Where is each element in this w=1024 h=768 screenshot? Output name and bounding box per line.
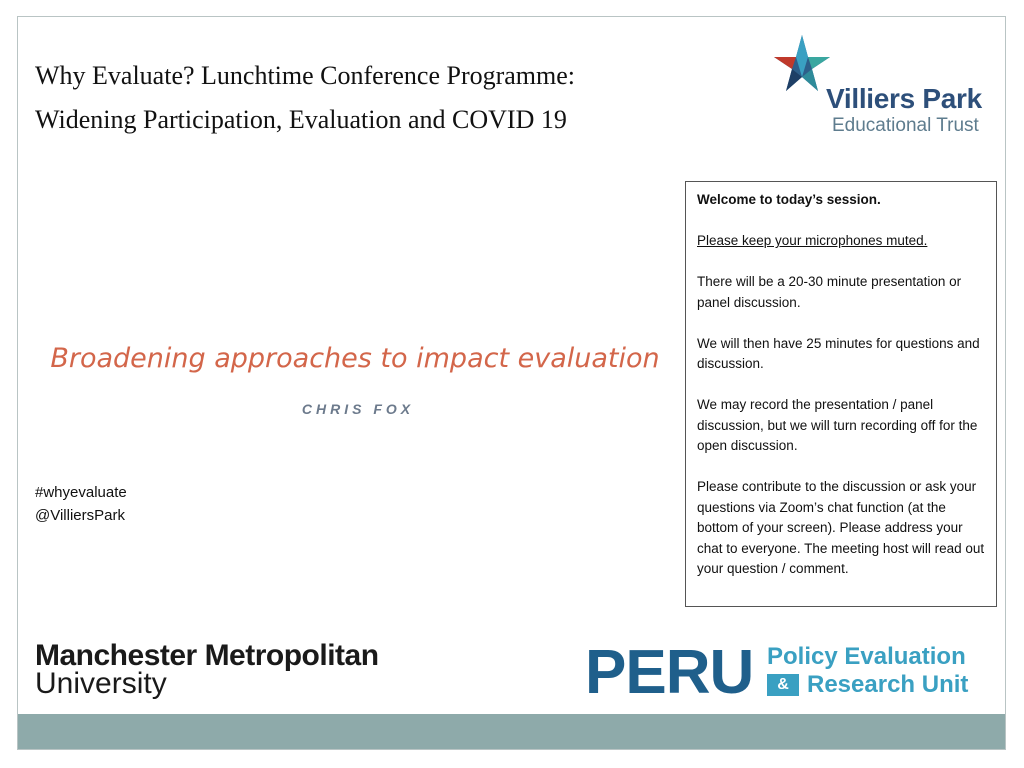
twitter-handle: @VilliersPark — [35, 507, 125, 524]
mute-notice: Please keep your microphones muted. — [697, 233, 928, 248]
villiers-park-logo — [770, 33, 1000, 136]
hashtag: #whyevaluate — [35, 484, 127, 501]
questions-notice: We will then have 25 minutes for questions and discussion. — [697, 335, 980, 371]
mmu-name-line-2: University — [35, 667, 167, 700]
villiers-park-name: Villiers Park — [826, 83, 982, 114]
peru-ampersand: & — [767, 674, 799, 696]
villiers-park-subtitle: Educational Trust — [832, 115, 979, 136]
slide — [17, 16, 1006, 750]
presentation-notice: There will be a 20-30 minute presentation or panel discussion. — [697, 274, 962, 310]
presenter-name: CHRIS FOX — [301, 401, 415, 417]
title-line-1: Why Evaluate? Lunchtime Conference Programme: — [35, 61, 576, 90]
recording-notice: We may record the presentation / panel discussion, but we will turn recording off for the open discussion. — [697, 397, 978, 453]
title-line-2: Widening Participation, Evaluation and COVID 19 — [35, 105, 567, 134]
star-icon — [770, 33, 832, 99]
chat-notice: Please contribute to the discussion or ask your questions via Zoom’s chat function (at the bottom of your screen). Please address your chat to everyone. The meeting host will read out your question / comment. — [697, 479, 985, 576]
mmu-name-line-1: Manchester Metropolitan — [35, 639, 379, 672]
peru-line-1: Policy Evaluation — [767, 643, 966, 670]
mmu-logo — [35, 639, 379, 701]
welcome-text: Welcome to today’s session. — [697, 192, 881, 207]
peru-acronym: PERU — [585, 638, 754, 707]
peru-line-2-row — [767, 671, 968, 699]
footer-band — [18, 714, 1005, 749]
presentation-subtitle: Broadening approaches to impact evaluation — [50, 343, 660, 374]
social-tags — [35, 481, 127, 527]
session-info-box — [685, 181, 997, 607]
peru-line-2: Research Unit — [807, 671, 969, 698]
